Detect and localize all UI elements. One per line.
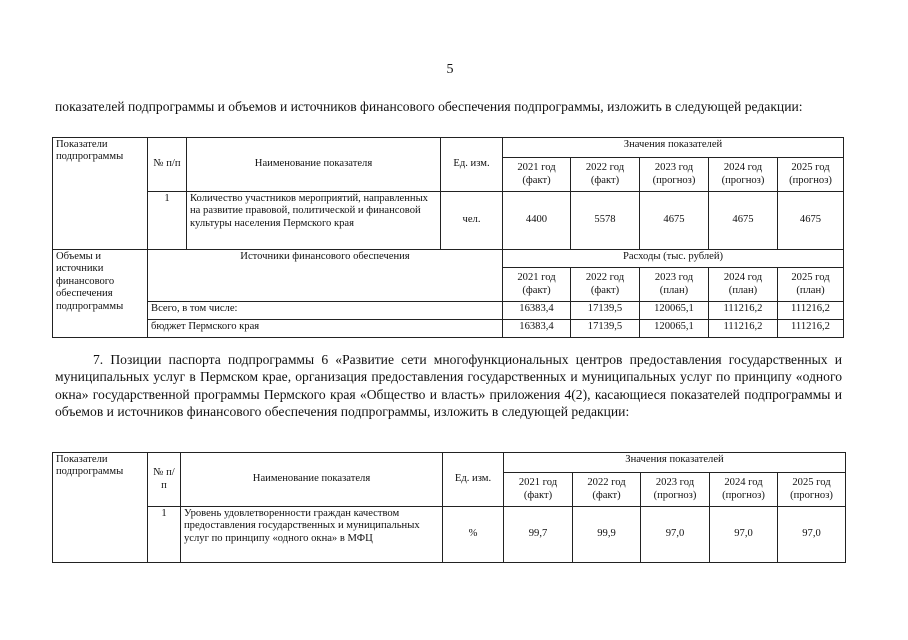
year-header: 2023 год (прогноз): [640, 158, 709, 192]
num-header: № п/п: [148, 453, 181, 507]
funding-value: 16383,4: [503, 302, 571, 320]
num-header: № п/п: [148, 138, 187, 192]
funding-row-label: Всего, в том числе:: [148, 302, 503, 320]
name-header: Наименование показателя: [187, 138, 441, 192]
funding-value: 120065,1: [640, 302, 709, 320]
page-number: 5: [446, 62, 454, 77]
indicators-table-1: [52, 137, 844, 338]
funding-year-header: 2024 год (план): [709, 268, 778, 302]
year-header: 2024 год (прогноз): [710, 473, 778, 507]
year-header: 2025 год (прогноз): [778, 158, 844, 192]
year-header: 2022 год (факт): [571, 158, 640, 192]
funding-value: 111216,2: [709, 320, 778, 338]
values-header: Значения показателей: [503, 138, 844, 158]
row-number: 1: [148, 192, 187, 250]
indicator-value: 4675: [778, 192, 844, 250]
year-header: 2024 год (прогноз): [709, 158, 778, 192]
unit-header: Ед. изм.: [443, 453, 504, 507]
indicator-unit: %: [443, 507, 504, 563]
indicator-name: Уровень удовлетворенности граждан качеством предоставления государственных и муниципальных услуг по принципу «одного окна» в МФЦ: [181, 507, 443, 563]
indicator-name: Количество участников мероприятий, направленных на развитие правовой, политической и финансовой культуры населения Пермского края: [187, 192, 441, 250]
indicator-unit: чел.: [441, 192, 503, 250]
funding-label: Объемы и источники финансового обеспечения подпрограммы: [53, 250, 148, 338]
unit-header: Ед. изм.: [441, 138, 503, 192]
indicator-value: 97,0: [641, 507, 710, 563]
sources-header: Источники финансового обеспечения: [148, 250, 503, 302]
row-number: 1: [148, 507, 181, 563]
funding-year-header: 2022 год (факт): [571, 268, 640, 302]
intro-paragraph: показателей подпрограммы и объемов и источников финансового обеспечения подпрограммы, изложить в следующей редакции:: [55, 99, 803, 114]
funding-year-header: 2025 год (план): [778, 268, 844, 302]
year-header: 2021 год (факт): [504, 473, 573, 507]
year-header: 2025 год (прогноз): [778, 473, 846, 507]
indicator-value: 99,9: [573, 507, 641, 563]
funding-value: 111216,2: [778, 302, 844, 320]
indicator-value: 4675: [709, 192, 778, 250]
year-header: 2023 год (прогноз): [641, 473, 710, 507]
year-header: 2021 год (факт): [503, 158, 571, 192]
funding-value: 16383,4: [503, 320, 571, 338]
indicator-value: 97,0: [778, 507, 846, 563]
indicator-value: 4675: [640, 192, 709, 250]
indicators-label: Показатели подпрограммы: [53, 138, 148, 250]
year-header: 2022 год (факт): [573, 473, 641, 507]
funding-value: 17139,5: [571, 320, 640, 338]
indicator-value: 4400: [503, 192, 571, 250]
funding-year-header: 2023 год (план): [640, 268, 709, 302]
funding-year-header: 2021 год (факт): [503, 268, 571, 302]
expenses-header: Расходы (тыс. рублей): [503, 250, 844, 268]
funding-value: 111216,2: [778, 320, 844, 338]
indicators-table-2: [52, 452, 846, 563]
indicator-value: 97,0: [710, 507, 778, 563]
indicator-value: 5578: [571, 192, 640, 250]
indicator-value: 99,7: [504, 507, 573, 563]
funding-value: 111216,2: [709, 302, 778, 320]
funding-value: 120065,1: [640, 320, 709, 338]
values-header: Значения показателей: [504, 453, 846, 473]
paragraph-7: 7. Позиции паспорта подпрограммы 6 «Развитие сети многофункциональных центров предоставления государственных и муниципальных услуг в Пермском крае, организация предоставления государственных и муниципальных услуг по принципу «одного окна» государственной программы Пермского края «Общество и власть» приложения 4(2), касающиеся показателей подпрограммы и объемов и источников финансового обеспечения подпрограммы, изложить в следующей редакции:: [55, 352, 842, 420]
name-header: Наименование показателя: [181, 453, 443, 507]
funding-row-label: бюджет Пермского края: [148, 320, 503, 338]
indicators-label: Показатели подпрограммы: [53, 453, 148, 563]
funding-value: 17139,5: [571, 302, 640, 320]
